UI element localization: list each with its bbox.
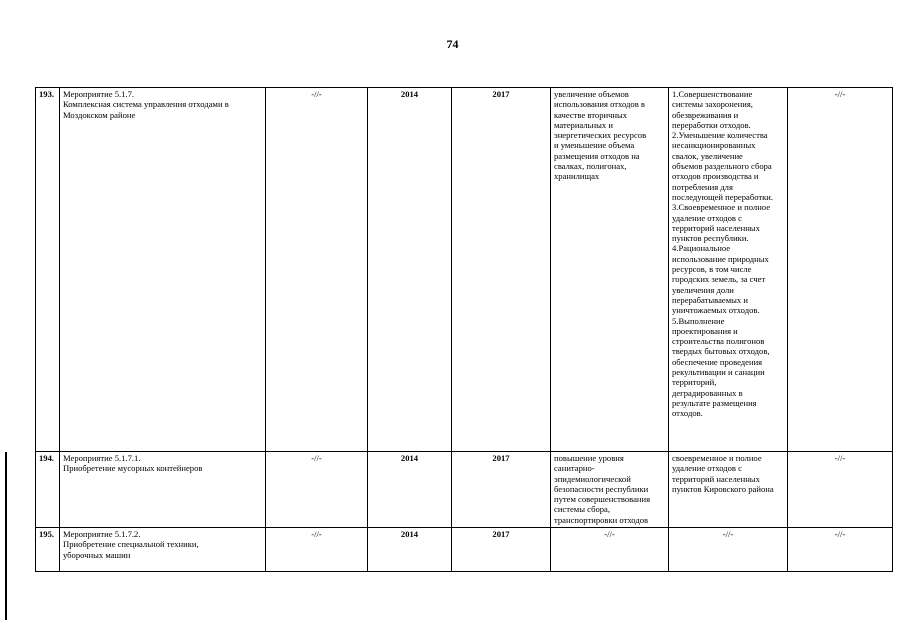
main-direction-line: несанкционированных xyxy=(672,140,756,151)
main-direction-line: 3.Своевременное и полное xyxy=(672,202,771,213)
measure-title: Мероприятие 5.1.7. xyxy=(63,89,135,99)
expected-result-line: размещения отходов на xyxy=(554,150,640,161)
executor-cell: -//- xyxy=(266,452,368,528)
main-direction-line: объемов раздельного сбора xyxy=(672,161,772,172)
measure-name-line: Комплексная система управления отходами в xyxy=(63,99,229,110)
expected-result-line: энергетических ресурсов xyxy=(554,130,647,141)
measure-name-line: Моздокском районе xyxy=(63,109,136,120)
main-direction-line: строительства полигонов xyxy=(672,336,765,347)
measure-name-line: Приобретение специальной техники, xyxy=(63,539,199,550)
measure-name-cell xyxy=(60,452,266,528)
links-cell: -//- xyxy=(788,528,893,572)
main-direction-line: твердых бытовых отходов, xyxy=(672,346,770,357)
expected-result-line: эпидемиологической xyxy=(554,473,631,484)
main-direction-line: -//- xyxy=(722,529,734,539)
main-direction-line: проектирования и xyxy=(672,325,738,336)
main-direction-line: городских земель, за счет xyxy=(672,274,766,285)
main-direction-line: удаление отходов с xyxy=(672,463,742,474)
main-direction-line: увеличения доли xyxy=(672,284,734,295)
main-direction-line: 1.Совершенствование xyxy=(672,89,753,99)
measures-table xyxy=(35,87,893,572)
start-year-cell: 2014 xyxy=(368,88,452,452)
main-direction-line: своевременное и полное xyxy=(672,453,762,463)
main-direction-line: обезвреживания и xyxy=(672,109,739,120)
executor-cell: -//- xyxy=(266,528,368,572)
measure-name-cell xyxy=(60,528,266,572)
main-direction-line: обеспечение проведения xyxy=(672,356,763,367)
page-number: 74 xyxy=(446,37,459,51)
expected-result-line: увеличение объемов xyxy=(554,89,629,99)
main-direction-line: отходов производства и xyxy=(672,171,759,182)
main-directions-cell xyxy=(669,88,788,452)
main-direction-line: ресурсов, в том числе xyxy=(672,264,752,275)
measure-name-line: Приобретение мусорных контейнеров xyxy=(63,463,203,474)
main-direction-line: перерабатываемых и xyxy=(672,294,748,305)
main-direction-line: системы захоронения, xyxy=(672,99,753,110)
expected-result-line: санитарно- xyxy=(554,463,595,474)
measure-name-cell xyxy=(60,88,266,452)
expected-result-line: системы сбора, xyxy=(554,504,611,515)
expected-result-cell xyxy=(551,452,669,528)
main-direction-line: территорий населенных xyxy=(672,222,760,233)
main-direction-line: пунктов республики. xyxy=(672,233,749,244)
main-directions-cell xyxy=(669,528,788,572)
main-direction-line: переработки отходов. xyxy=(672,119,751,130)
main-direction-line: использование природных xyxy=(672,253,769,264)
expected-result-line: материальных и xyxy=(554,119,613,130)
expected-result-line: путем совершенствования xyxy=(554,494,651,505)
links-cell: -//- xyxy=(788,88,893,452)
expected-result-cell xyxy=(551,88,669,452)
main-directions-cell xyxy=(669,452,788,528)
expected-result-line: безопасности республики xyxy=(554,483,649,494)
main-direction-line: территорий населенных xyxy=(672,473,760,484)
expected-result-line: повышение уровня xyxy=(554,453,624,463)
row-number: 194. xyxy=(36,452,60,528)
main-direction-line: свалок, увеличение xyxy=(672,150,743,161)
start-year-cell: 2014 xyxy=(368,452,452,528)
main-direction-line: результате размещения xyxy=(672,397,757,408)
main-direction-line: 4.Рациональное xyxy=(672,243,731,254)
measure-name-line: уборочных машин xyxy=(63,549,131,560)
main-direction-line: пунктов Кировского района xyxy=(672,483,774,494)
expected-result-line: использования отходов в xyxy=(554,99,645,110)
main-direction-line: потребления для xyxy=(672,181,733,192)
measure-title: Мероприятие 5.1.7.2. xyxy=(63,529,141,539)
table-row xyxy=(36,88,893,452)
row-number: 193. xyxy=(36,88,60,452)
table-body xyxy=(36,88,893,572)
main-direction-line: удаление отходов с xyxy=(672,212,742,223)
expected-result-line: -//- xyxy=(604,529,615,539)
expected-result-line: качестве вторичных xyxy=(554,109,628,120)
row-number: 195. xyxy=(36,528,60,572)
end-year-cell: 2017 xyxy=(452,452,551,528)
expected-result-cell xyxy=(551,528,669,572)
main-direction-line: уничтожаемых отходов. xyxy=(672,305,760,316)
main-direction-line: рекультивации и санации xyxy=(672,367,765,378)
executor-cell: -//- xyxy=(266,88,368,452)
main-direction-line: территорий, xyxy=(672,377,717,388)
scan-edge-mark xyxy=(5,452,7,620)
expected-result-line: транспортировки отходов xyxy=(554,514,649,525)
expected-result-line: хранилищах xyxy=(554,171,600,182)
end-year-cell: 2017 xyxy=(452,528,551,572)
start-year-cell: 2014 xyxy=(368,528,452,572)
main-direction-line: 2.Уменьшение количества xyxy=(672,130,768,141)
end-year-cell: 2017 xyxy=(452,88,551,452)
measure-title: Мероприятие 5.1.7.1. xyxy=(63,453,141,463)
table-row xyxy=(36,528,893,572)
main-direction-line: деградированных в xyxy=(672,387,743,398)
table-row xyxy=(36,452,893,528)
expected-result-line: свалках, полигонах, xyxy=(554,161,627,172)
expected-result-line: и уменьшение объема xyxy=(554,140,635,151)
main-direction-line: последующей переработки. xyxy=(672,191,774,202)
main-direction-line: отходов. xyxy=(672,408,703,419)
main-direction-line: 5.Выполнение xyxy=(672,315,725,326)
links-cell: -//- xyxy=(788,452,893,528)
